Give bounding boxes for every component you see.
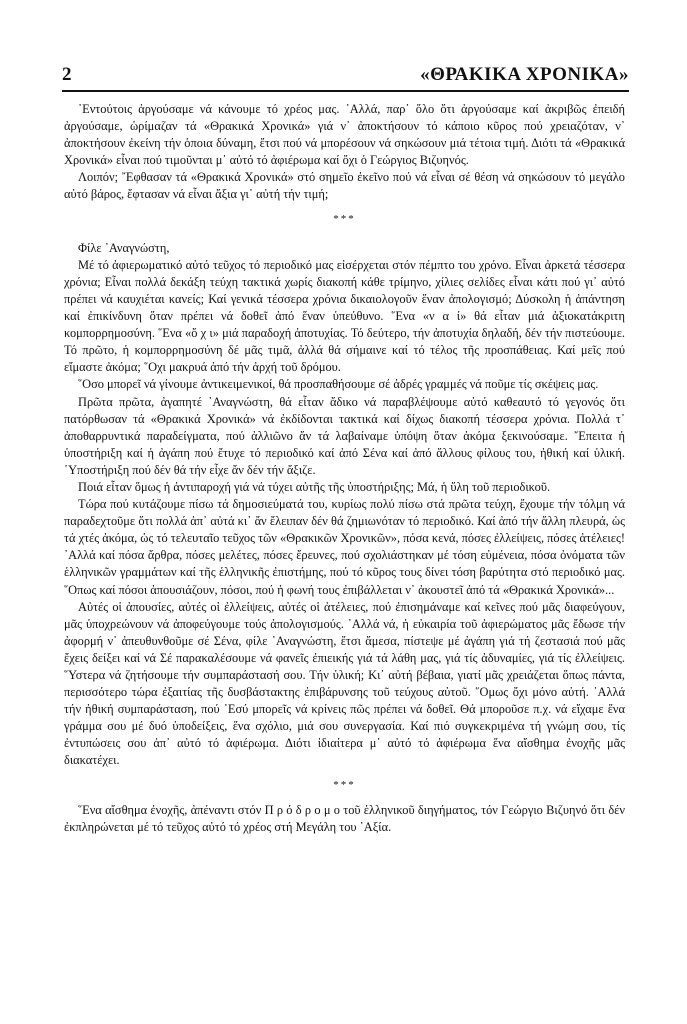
section-separator: ***	[333, 212, 356, 225]
salutation: Φίλε ᾿Αναγνώστη,	[78, 240, 170, 255]
paragraph: Μέ τό ἀφιερωματικό αὐτό τεῦχος τό περιοδικό μας εἰσέρχεται στόν πέμπτο του χρόνο. Εἶναι ἀρκετά τέσσερα χρόνια; Εἶναι πολλά δεκάξη τεύχη τακτικά χωρίς διακοπή κάθε τρίμηνο, χίλιες σελίδες εἶναι κάτι πού γι᾿ αὐτό πρέπει νά καυχιέται κανείς; Καί γενικά τέσσερα χρόνια δικαιολογοῦν ἕναν ἀπολογισμό; Δύσκολη ἡ ἀπάντηση καί ἐπικίνδυνη ὅταν πρέπει νά δοθεῖ ἀπό ἕναν ὑπεύθυνο. ῞Ενα «ν α ί» θά εἶταν μιά ἀξιοκατάκριτη κομπορρημοσύνη. ῞Ενα «ὄ χ ι» μιά παραδοχή ἀποτυχίας. Τό δεύτερο, τήν ἀποτυχία δηλαδή, δέν τήν πιστεύουμε. Τό πρῶτο, ἡ κομπορρημοσύνη δέ μᾶς τιμᾶ, ἀλλά θά σήμαινε καί τό τέλος τῆς προσπάθειας. Καί μεῖς πού εἴμαστε ἀκόμα; ῞Οχι μακρυά ἀπό τήν ἀρχή τοῦ δρόμου.	[64, 257, 625, 375]
header-rule	[62, 90, 629, 92]
section-separator: ***	[333, 778, 356, 791]
paragraph: ῞Ενα αἴσθημα ἐνοχῆς, ἀπέναντι στόν Π ρ ό δ ρ ο μ ο τοῦ ἑλληνικοῦ διηγήματος, τόν Γεώργιο Βιζυηνό ὅτι δέν ἐκπληρώνεται μέ τό τεῦχος αὐτό τό χρέος στή Μεγάλη του ᾿Αξία.	[64, 802, 625, 834]
journal-title: «ΘΡΑΚΙΚΑ ΧΡΟΝΙΚΑ»	[420, 64, 629, 85]
paragraph: Πρῶτα πρῶτα, ἀγαπητέ ᾿Αναγνώστη, θά εἶταν ἄδικο νά παραβλέψουμε αὐτό καθεαυτό τό γεγονός ὅτι πατόρθωσαν τά «Θρακικά Χρονικά» νά ἐκδίδονται τακτικά καί δίχως διακοπή τέσσερα χρόνια. Πολλά τ᾿ ἀποθαρρυντικά παραδείγματα, πού ἀλλιῶνο ἄν τά λαβαίναμε ὑπόψη ὅταν ἀκόμα ξεκινούσαμε. ῎Επειτα ἡ ὑποστήριξη καί ἡ ἀγάπη πού ἔτυχε τό περιοδικό καί ἀπό Σένα καί ἀπό ἄλλους φίλους του, ἠθική καί ὑλική. ῾Υποστήριξη πού δέν θά τήν εἶχε ἄν δέν τήν ἄξιζε.	[64, 394, 625, 477]
paragraph: Λοιπόν; ῎Εφθασαν τά «Θρακικά Χρονικά» στό σημεῖο ἐκεῖνο πού νά εἶναι σέ θέση νά σηκώσουν τό μεγάλο αὐτό βάρος, ἔφτασαν νά εἶναι ἄξια γι᾿ αὐτή τήν τιμή;	[64, 170, 625, 202]
paragraph: ῞Οσο μπορεῖ νά γίνουμε ἀντικειμενικοί, θά προσπαθήσουμε σέ ἀδρές γραμμές νά ποῦμε τίς σκέψεις μας.	[78, 377, 599, 392]
paragraph: Αὐτές οἱ ἀπουσίες, αὐτές οἱ ἐλλείψεις, αὐτές οἱ ἀτέλειες, πού ἐπισημάναμε καί κεῖνες πού μᾶς διαφεύγουν, μᾶς ὑποχρεώνουν νά ἀποφεύγουμε τούς ἀπολογισμούς. ᾿Αλλά νά, ἡ εὐκαιρία τοῦ ἀφιερώματος μᾶς ἔδωσε τήν ἀφορμή ν᾿ ἀπευθυνθοῦμε σέ Σένα, φίλε ᾿Αναγνώστη, ἔτσι ἄμεσα, πίστεψε μέ ἀγάπη γιά τή ζεστασιά πού μᾶς ἔχεις δείξει καί νά Σέ παρακαλέσουμε νά φανεῖς ἐπιεικής γιά τά λάθη μας, γιά τίς ἀδυναμίες, γιά τίς ἐλλείψεις. ῞Υστερα νά ζητήσουμε τήν συμπαράστασή σου. Τήν ὑλική; Κι᾿ αὐτή βέβαια, γιατί μᾶς χρειάζεται ὅπως πάντα, περισσότερο τώρα ἐξαιτίας τῆς δυσβάστακτης ἐπιβάρυνσης τοῦ τεύχους αὐτοῦ. ῞Ομως ὄχι μόνο αὐτή. ᾿Αλλά τήν ἠθική συμπαράσταση, πού ᾿Εσύ μπορεῖς νά κρίνεις πῶς πρέπει νά δοθεῖ. Θά μποροῦσε π.χ. νά εἴχαμε ἕνα γράμμα σου μέ δυό ὑποδείξεις, ἕνα σχόλιο, μιά σου συνεργασία. Καί πιό συγκεκριμένα τή γνώμη σου, τίς ἐντυπώσεις σου ἀπ᾿ αὐτό τό ἀφιέρωμα. Διότι ἰδιαίτερα μ᾿ αὐτό τό ἀφιέρωμα ἕνα αἴσθημα ἐνοχῆς μᾶς διακατέχει.	[64, 599, 625, 768]
paragraph: ᾿Εντούτοις ἀργούσαμε νά κάνουμε τό χρέος μας. ᾿Αλλά, παρ᾿ ὅλο ὅτι ἀργούσαμε καί ἀκριβῶς ἐπειδή ἀργούσαμε, ὡρίμαζαν τά «Θρακικά Χρονικά» γιά ν᾿ ἀποκτήσουν τό κάποιο κῦρος πού χρειαζόταν, ν᾿ ἀποκτήσουν ἐκείνη τήν ὁποια δύναμη, ἔτσι πού νά μπορέσουν νά σηκώσουν μιά τέτοια τιμή. Διότι τά «Θρακικά Χρονικά» εἶναι πού τιμοῦνται μ᾿ αὐτό τό ἀφιέρωμα καί ὄχι ὁ Γεώργιος Βιζυηνός.	[64, 102, 625, 168]
paragraph: Τώρα πού κυτάζουμε πίσω τά δημοσιεύματά του, κυρίως πολύ πίσω στά πρῶτα τεύχη, ἔχουμε τήν τόλμη νά παραδεχτοῦμε ὅτι πολλά ἀπ᾿ αὐτά κι᾿ ἄν ἔλειπαν δέν θά ζημιωνόταν τό περιοδικό. Καί ἀπό τήν ἄλλη πλευρά, ὡς τά χτές ἀκόμα, ὡς τό τελευταῖο τεῦχος τῶν «Θρακικῶν Χρονικῶν», πόσα κενά, πόσες ἐλλείψεις, πόσες ἀτέλειες! ᾿Αλλά καί πόσα ἄρθρα, πόσες μελέτες, πόσες ἔρευνες, πού σχολιάστηκαν μέ τόση εὐμένεια, πόσα ὀνόματα τῶν ἑλληνικῶν γραμμάτων καί τῆς ἑλληνικῆς ἐπιστήμης, πού τό κῦρος τους δίνει τόση βαρύτητα στό περιοδικό μας. ῞Οπως καί πόσοι ἀπουσιάζουν, πόσοι, πού ἡ φωνή τους ἐπιβάλλεται ν᾿ ἀκουστεῖ ἀπό τά «Θρακικά Χρονικά»...	[64, 497, 625, 597]
paragraph: Ποιά εἶταν ὅμως ἡ ἀντιπαροχή γιά νά τύχει αὐτῆς τῆς ὑποστήριξης; Μά, ἡ ὕλη τοῦ περιοδικοῦ.	[78, 479, 551, 494]
page-number: 2	[62, 64, 72, 85]
page-header	[62, 64, 629, 90]
article-body	[64, 101, 625, 836]
